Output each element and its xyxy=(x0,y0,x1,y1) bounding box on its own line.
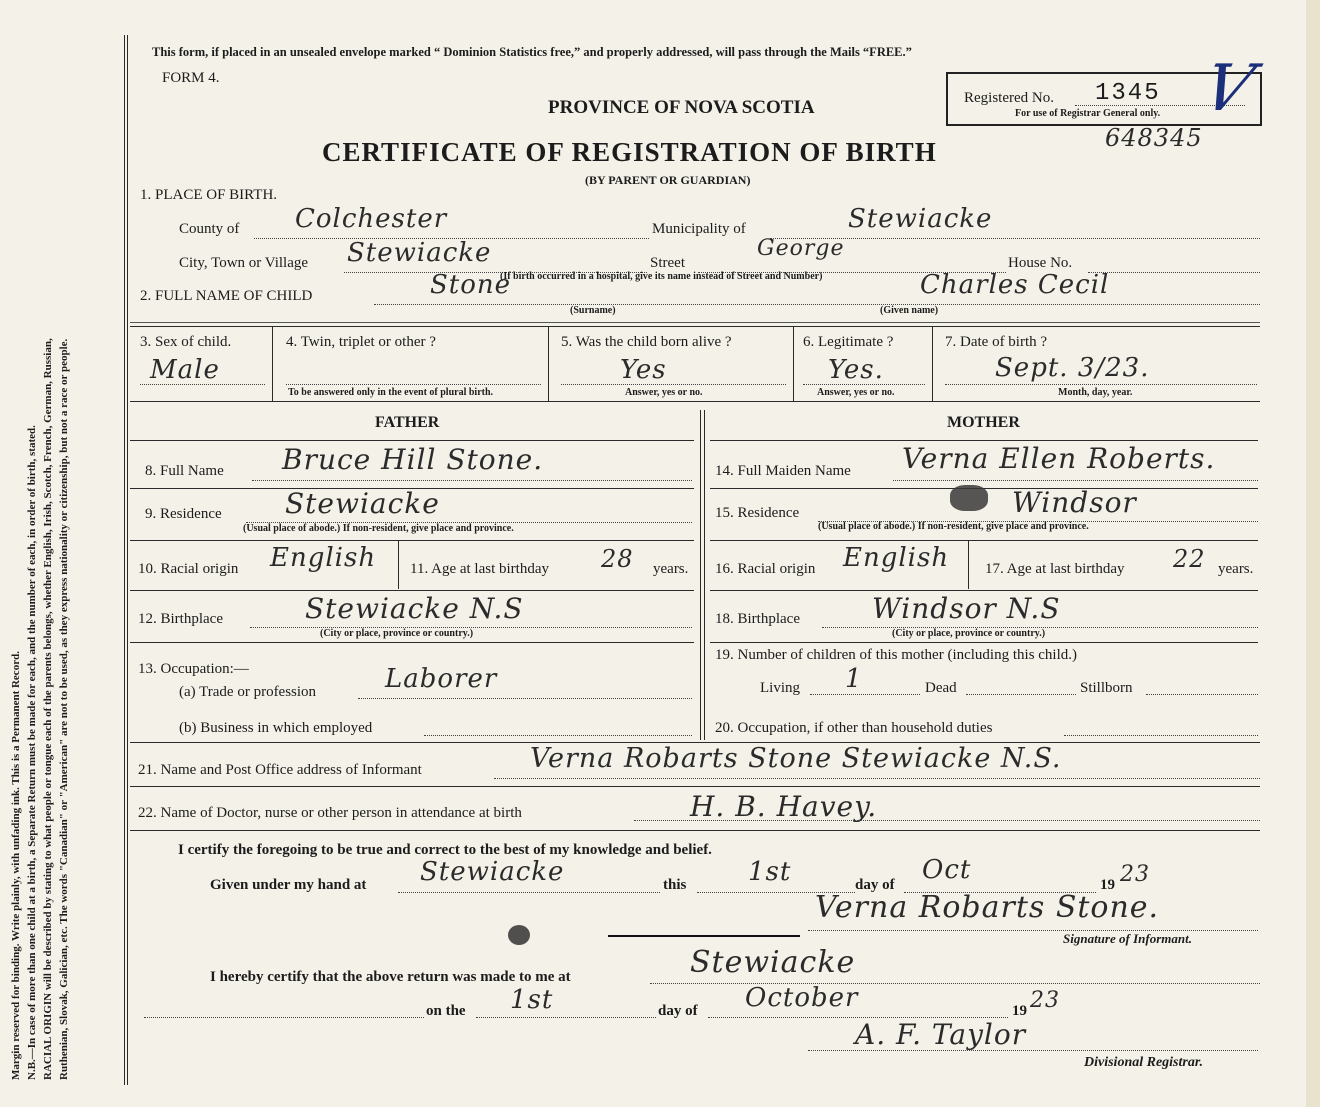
rule xyxy=(130,440,694,441)
father-name-label: 8. Full Name xyxy=(145,463,224,479)
surname-note: (Surname) xyxy=(570,305,616,316)
given-place-line xyxy=(398,892,660,893)
registrar-note: For use of Registrar General only. xyxy=(1015,108,1161,119)
signature-rule xyxy=(608,935,800,937)
trade-label: (a) Trade or profession xyxy=(179,684,317,700)
hereby-text: I hereby certify that the above return was made to me at xyxy=(210,969,571,985)
doctor-line xyxy=(634,820,1260,821)
registrar-signature: A. F. Taylor xyxy=(855,1018,1027,1051)
father-residence-value: Stewiacke xyxy=(285,487,440,520)
rule xyxy=(130,540,694,541)
city-value: Stewiacke xyxy=(347,238,492,268)
registrar-line xyxy=(808,1050,1258,1051)
father-name-line xyxy=(252,480,692,481)
rule xyxy=(130,590,694,591)
registered-label: Registered No. xyxy=(964,90,1054,106)
province-heading: PROVINCE OF NOVA SCOTIA xyxy=(548,97,815,118)
county-label: County of xyxy=(179,221,240,237)
mail-notice: This form, if placed in an unsealed envelope marked “ Dominion Statistics free,” and properly addressed, will pass through the Mails “FREE.” xyxy=(152,45,912,59)
legitimate-note: Answer, yes or no. xyxy=(817,387,895,398)
father-residence-note: (Usual place of abode.) If non-resident, give place and province. xyxy=(243,523,514,534)
ink-blot xyxy=(950,485,988,511)
on-day: 1st xyxy=(510,985,554,1015)
margin-instructions xyxy=(8,70,72,1080)
rule xyxy=(130,642,694,643)
mother-residence-value: Windsor xyxy=(1012,486,1137,519)
mother-birthplace-note: (City or place, province or country.) xyxy=(892,628,1046,639)
twin-label: 4. Twin, triplet or other ? xyxy=(286,334,436,350)
father-birthplace-note: (City or place, province or country.) xyxy=(320,628,474,639)
children-count-label: 19. Number of children of this mother (including this child.) xyxy=(715,647,1078,663)
mother-race-value: English xyxy=(843,543,950,573)
trade-line xyxy=(358,698,692,699)
day-of-label: day of xyxy=(855,877,895,893)
mother-name-label: 14. Full Maiden Name xyxy=(715,463,851,479)
rule xyxy=(710,590,1258,591)
informant-signature: Verna Robarts Stone. xyxy=(815,890,1160,925)
certify-text: I certify the foregoing to be true and correct to the best of my knowledge and belief. xyxy=(178,842,712,858)
mother-residence-label: 15. Residence xyxy=(715,505,800,521)
sex-value: Male xyxy=(150,355,220,385)
given-year: 23 xyxy=(1120,862,1150,887)
business-line xyxy=(424,735,692,736)
legitimate-label: 6. Legitimate ? xyxy=(803,334,894,350)
father-age-value: 28 xyxy=(601,545,634,573)
street-label: Street xyxy=(650,255,685,271)
father-race-label: 10. Racial origin xyxy=(138,561,239,577)
registered-number: 1345 xyxy=(1095,80,1161,107)
rule xyxy=(710,540,1258,541)
mother-race-label: 16. Racial origin xyxy=(715,561,816,577)
hereby-place: Stewiacke xyxy=(690,945,856,980)
dob-value: Sept. 3/23. xyxy=(995,353,1150,383)
father-years-label: years. xyxy=(653,561,689,577)
rule xyxy=(932,327,933,401)
handwritten-number: 648345 xyxy=(1105,124,1203,152)
alive-line xyxy=(561,384,786,385)
rule xyxy=(700,410,701,740)
rule xyxy=(548,327,549,401)
rule xyxy=(130,830,1260,831)
registrar-label: Divisional Registrar. xyxy=(1084,1055,1204,1070)
mother-residence-note: (Usual place of abode.) If non-resident, give place and province. xyxy=(818,521,1089,532)
this-label: this xyxy=(663,877,687,893)
father-residence-label: 9. Residence xyxy=(145,506,222,522)
given-day: 1st xyxy=(748,857,792,887)
margin-line-3: RACIAL ORIGIN will be described by stating to what people or tongue each of the parents belongs, whether English, Irish, Scotch, French, German, Russian, xyxy=(42,338,54,1080)
rule xyxy=(398,541,399,589)
alive-note: Answer, yes or no. xyxy=(625,387,703,398)
rule xyxy=(130,326,1260,327)
day-of-label-2: day of xyxy=(658,1003,698,1019)
father-race-value: English xyxy=(270,543,377,573)
twin-line xyxy=(286,384,541,385)
stillborn-line xyxy=(1146,694,1258,695)
living-line xyxy=(810,694,920,695)
living-value: 1 xyxy=(845,664,863,694)
municipality-label: Municipality of xyxy=(652,221,746,237)
county-value: Colchester xyxy=(295,204,448,234)
binding-rule xyxy=(124,35,125,1085)
alive-value: Yes xyxy=(620,355,667,385)
binding-rule-2 xyxy=(127,35,128,1085)
year-prefix: 19 xyxy=(1100,877,1115,893)
mother-heading: MOTHER xyxy=(947,414,1020,431)
dead-label: Dead xyxy=(925,680,957,696)
given-place: Stewiacke xyxy=(420,857,565,887)
doctor-value: H. B. Havey. xyxy=(690,790,878,823)
mother-name-line xyxy=(893,480,1258,481)
street-value: George xyxy=(757,236,845,261)
alive-label: 5. Was the child born alive ? xyxy=(561,334,732,350)
rule xyxy=(130,322,1260,323)
father-heading: FATHER xyxy=(375,414,440,431)
hospital-note: (If birth occurred in a hospital, give its name instead of Street and Number) xyxy=(500,271,823,282)
hereby-line xyxy=(650,983,1260,984)
mother-occupation-label: 20. Occupation, if other than household duties xyxy=(715,720,993,736)
year-prefix-2: 19 xyxy=(1012,1003,1027,1019)
given-note: (Given name) xyxy=(880,305,939,316)
place-heading: 1. PLACE OF BIRTH. xyxy=(140,187,278,203)
twin-note: To be answered only in the event of plural birth. xyxy=(288,387,494,398)
business-label: (b) Business in which employed xyxy=(179,720,373,736)
rule xyxy=(710,440,1258,441)
legitimate-value: Yes. xyxy=(828,355,884,385)
check-mark: V xyxy=(1195,52,1263,126)
mother-birthplace-value: Windsor N.S xyxy=(872,592,1061,625)
mother-years-label: years. xyxy=(1218,561,1254,577)
informant-line xyxy=(494,778,1260,779)
mother-occupation-line xyxy=(1064,735,1258,736)
child-name-label: 2. FULL NAME OF CHILD xyxy=(140,288,313,304)
house-line xyxy=(1088,272,1260,273)
mother-age-value: 22 xyxy=(1173,545,1206,573)
mother-age-label: 17. Age at last birthday xyxy=(985,561,1125,577)
dob-line xyxy=(945,384,1257,385)
father-age-label: 11. Age at last birthday xyxy=(410,561,549,577)
legitimate-line xyxy=(803,384,925,385)
rule xyxy=(130,786,1260,787)
stillborn-label: Stillborn xyxy=(1080,680,1133,696)
child-given-name: Charles Cecil xyxy=(920,270,1110,300)
rule xyxy=(793,327,794,401)
child-name-line xyxy=(374,304,1260,305)
dead-line xyxy=(966,694,1076,695)
margin-line-1: Margin reserved for binding. Write plainly, with unfading ink. This is a Permanent Record. xyxy=(10,651,22,1080)
on-year: 23 xyxy=(1030,988,1060,1013)
given-label: Given under my hand at xyxy=(210,877,367,893)
occupation-label: 13. Occupation:— xyxy=(138,661,249,677)
on-day-line xyxy=(476,1017,656,1018)
sex-label: 3. Sex of child. xyxy=(140,334,232,350)
rule xyxy=(968,541,969,589)
municipality-value: Stewiacke xyxy=(848,204,993,234)
living-label: Living xyxy=(760,680,800,696)
trade-value: Laborer xyxy=(385,664,498,694)
rule xyxy=(704,410,705,740)
doctor-label: 22. Name of Doctor, nurse or other person in attendance at birth xyxy=(138,805,522,821)
sex-line xyxy=(140,384,265,385)
informant-value: Verna Robarts Stone Stewiacke N.S. xyxy=(530,743,1062,774)
page-subtitle: (BY PARENT OR GUARDIAN) xyxy=(585,173,751,187)
ink-blot-2 xyxy=(508,925,530,945)
rule xyxy=(130,401,1260,402)
mother-name-value: Verna Ellen Roberts. xyxy=(902,442,1216,475)
signature-label: Signature of Informant. xyxy=(1063,931,1192,946)
on-the-label: on the xyxy=(426,1003,466,1019)
father-birthplace-value: Stewiacke N.S xyxy=(305,592,524,625)
father-name-value: Bruce Hill Stone. xyxy=(282,443,544,476)
dob-note: Month, day, year. xyxy=(1058,387,1133,398)
child-surname: Stone xyxy=(430,270,512,300)
form-number: FORM 4. xyxy=(162,70,220,86)
father-birthplace-label: 12. Birthplace xyxy=(138,611,223,627)
rule xyxy=(272,327,273,401)
on-the-lead xyxy=(144,1017,424,1018)
given-month: Oct xyxy=(922,855,972,885)
page-title: CERTIFICATE OF REGISTRATION OF BIRTH xyxy=(322,137,937,167)
margin-line-2: N.B.—In case of more than one child at a birth, a Separate Return must be made for each, and the number of each, in order of birth, stated. xyxy=(26,425,38,1080)
mother-birthplace-label: 18. Birthplace xyxy=(715,611,800,627)
rule xyxy=(710,642,1258,643)
informant-label: 21. Name and Post Office address of Informant xyxy=(138,762,422,778)
city-label: City, Town or Village xyxy=(179,255,309,271)
paper-edge xyxy=(1306,0,1320,1107)
dob-label: 7. Date of birth ? xyxy=(945,334,1048,350)
on-month: October xyxy=(745,983,859,1013)
house-label: House No. xyxy=(1008,255,1073,271)
margin-line-4: Ruthenian, Slovak, Galician, etc. The words "Canadian" or "American" are not to be used, as they express nationality or citizenship, but not a race or people. xyxy=(58,338,70,1080)
